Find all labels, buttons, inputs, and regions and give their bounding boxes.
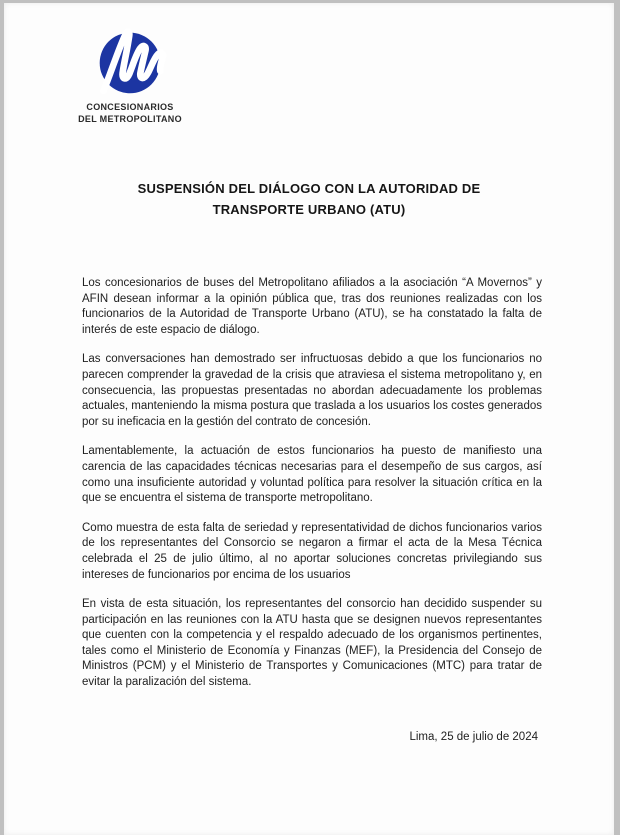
dateline: Lima, 25 de julio de 2024: [409, 730, 538, 743]
paragraph-1: Los concesionarios de buses del Metropolitano afiliados a la asociación “A Movernos” y AFIN desean informar a la opinión pública que, tras dos reuniones realizadas con los funcionarios de la Autoridad de Transporte Urbano (ATU), se ha constatado la falta de interés de este espacio de diálogo.: [82, 277, 542, 336]
brand-header: [30, 3, 230, 125]
org-name: [30, 101, 230, 125]
org-name-line1: CONCESIONARIOS: [86, 102, 174, 112]
document-page: [4, 3, 614, 835]
document-title: SUSPENSIÓN DEL DIÁLOGO CON LA AUTORIDAD DE TRANSPORTE URBANO (ATU): [137, 181, 481, 217]
metropolitano-logo-icon: [93, 26, 167, 94]
paragraph-4: Como muestra de esta falta de seriedad y representatividad de dichos funcionarios varios de los representantes del Consorcio se negaron a firmar el acta de la Mesa Técnica celebrada el 25 de julio último, al no aportar soluciones concretas privilegiando sus intereses de funcionarios por encima de los usuarios: [82, 521, 542, 581]
document-body: [82, 276, 542, 743]
paragraph-2: Las conversaciones han demostrado ser infructuosas debido a que los funcionarios no parecen comprender la gravedad de la crisis que atraviesa el sistema metropolitano y, en consecuencia, las propuestas presentadas no abordan adecuadamente los problemas actuales, manteniendo la misma postura que traslada a los usuarios los costes generados por su ineficacia en la gestión del contrato de concesión.: [82, 353, 542, 428]
paragraph-5: En vista de esta situación, los representantes del consorcio han decidido suspender su participación en las reuniones con la ATU hasta que se designen nuevos representantes que cuenten con la competencia y el respaldo adecuado de los organismos pertinentes, tales como el Ministerio de Economía y Finanzas (MEF), la Presidencia del Consejo de Ministros (PCM) y el Ministerio de Transportes y Comunicaciones (MTC) para tratar de evitar la paralización del sistema.: [82, 598, 542, 689]
paragraph-3: Lamentablemente, la actuación de estos funcionarios ha puesto de manifiesto una carencia de las capacidades técnicas necesarias para el desempeño de sus cargos, así como una insuficiente autoridad y voluntad política para resolver la situación crítica en la que se encuentra el sistema de transporte metropolitano.: [82, 445, 542, 505]
org-name-line2: DEL METROPOLITANO: [78, 114, 182, 124]
